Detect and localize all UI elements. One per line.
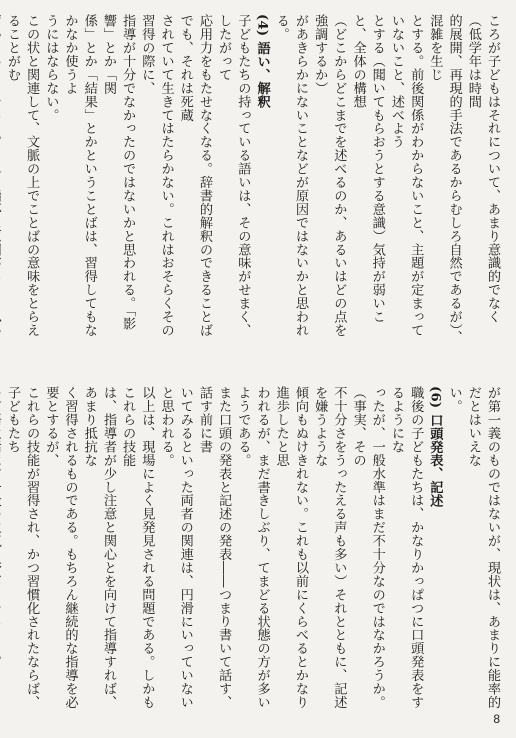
text-column: 的展開、再現的手法であるからむしろ自然であるが）、混雑を生じ	[427, 14, 462, 344]
text-column: ころが子どもはそれについて、あまり意識的でなく（低学年は時間	[465, 14, 500, 324]
text-column: また口頭の発表と記述の発表――つまり書いて話す、話す前に書	[196, 386, 232, 709]
text-column: とする。前後関係がわからないこと、主題が定まっていないこと、述べよう	[388, 14, 424, 337]
page-number: 8	[493, 712, 500, 726]
text-column: は、指導者が少し注意と関心とを向けて指導すれば、あまり抵抗な	[81, 386, 116, 709]
text-column: 応用力をもたせなくなる。辞書的解釈のできることばでも、それは死蔵	[177, 14, 212, 337]
text-column	[0, 386, 3, 716]
text-column: されていて生きてはたらかない。これはおそらくその習得の際に、	[139, 14, 174, 337]
text-column: い。	[446, 386, 462, 413]
text-column	[0, 14, 3, 346]
text-column: われるが、まだ書きしぶり、てまどる状態の方が多いようである。	[235, 386, 270, 709]
text-column: 指導が十分でなかったのではないかと思われる。「影響」とか「関	[100, 14, 136, 331]
text-column: 以上は、現場によく見発見される問題である。しかもこれらの技能	[120, 386, 155, 709]
section-heading-vocabulary: (4) 語い、解釈	[254, 14, 270, 109]
text-column: があきらかにないことなどが原因ではないかと思われる。	[273, 14, 308, 337]
section-heading-oral-written: (6) 口頭発表、記述	[427, 386, 443, 508]
text-column: 不十分さをうったえる声も多い）それとともに、記述を嫌うような	[312, 386, 347, 709]
text-column: これらの技能が習得され、かつ習慣化されたならば、子どもたち	[4, 386, 40, 709]
text-column: が第一義のものではないが、現状は、あまりに能率的だとはいえな	[465, 386, 500, 709]
upper-text-block	[6, 14, 502, 346]
text-column: この状と関連して、文脈の上でことばの意味をとらえることがむ	[4, 14, 40, 337]
text-column: （どこからどこまでを述べるのか、あるいはどの点を強調するか）	[312, 14, 347, 337]
text-column: うにはならない。	[43, 14, 59, 122]
text-column: いてみるといった両者の関連は、円滑にいっていないと思われる。	[158, 386, 193, 709]
text-column: 職後の子どもたちは、かなりかっぱつに口頭発表をするようにな	[388, 386, 424, 709]
text-column: とする（聞いてもらおうとする意識）気持が弱いこと、全体の構想	[350, 14, 385, 324]
text-column: 傾向もぬけきれない。これも以前にくらべるとかなり進歩したと思	[273, 386, 308, 709]
lower-text-block	[6, 386, 502, 716]
text-column: 係」とか「結果」とかということばは、習得してもなかなか使うよ	[62, 14, 97, 337]
text-column: く習得されるものである。もちろん継続的な指導を必要とするが、	[43, 386, 78, 709]
text-column: 子どもたちの持っている語いは、その意味がせまく、したがって	[216, 14, 251, 337]
text-column: ったが、一般水準はまだ不十分なのではなかろうか。（事実、その	[350, 386, 385, 709]
